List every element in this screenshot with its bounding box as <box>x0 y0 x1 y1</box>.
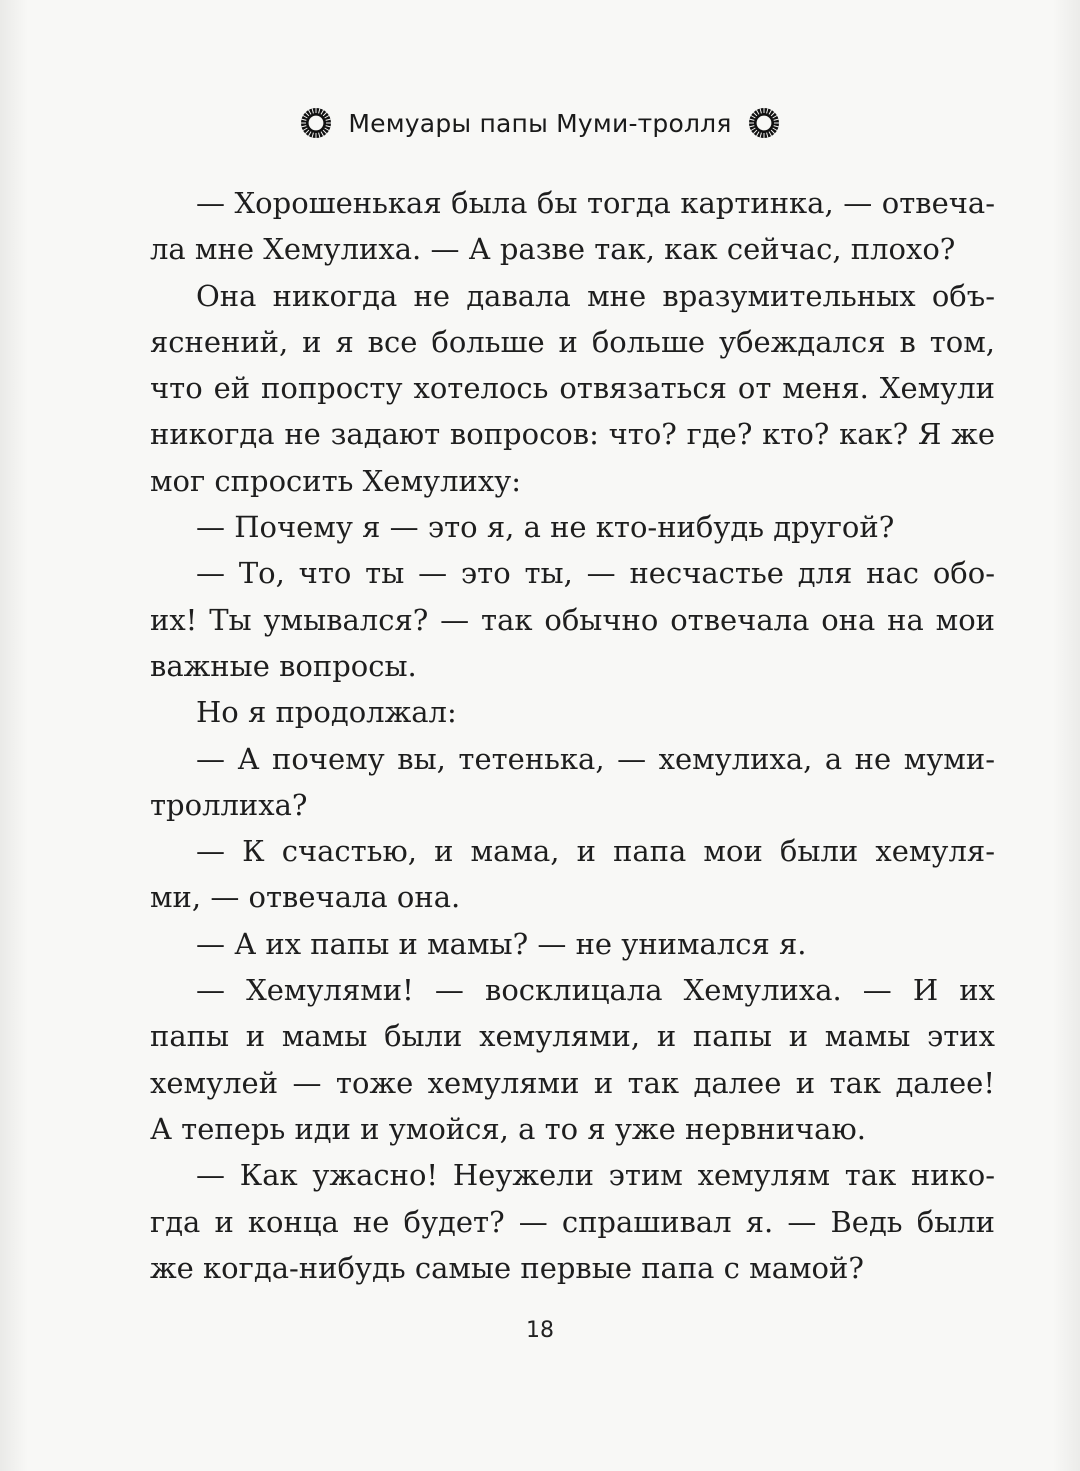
text-line: — А их папы и мамы? — не унимался я. <box>196 926 807 961</box>
header-title: Мемуары папы Муми-тролля <box>348 108 732 138</box>
text-line: — Хорошенькая была бы тогда картинка, — отвеча- <box>196 186 995 220</box>
text-line: что ей попросту хотелось отвязаться от меня. Хемули <box>150 371 995 406</box>
sun-ornament-icon <box>746 105 782 141</box>
running-header <box>0 101 1080 145</box>
text-line: мог спросить Хемулиху: <box>150 463 522 498</box>
page-number: 18 <box>526 1318 554 1343</box>
body-text <box>150 180 995 1291</box>
text-line: гда и конца не будет? — спрашивал я. — Ведь были <box>150 1204 995 1239</box>
text-line: троллиха? <box>150 787 308 822</box>
text-line: папы и мамы были хемулями, и папы и мамы этих <box>150 1019 995 1054</box>
text-line: ми, — отвечала она. <box>150 880 461 915</box>
text-line: Но я продолжал: <box>196 695 457 730</box>
text-line: — А почему вы, тетенька, — хемулиха, а не муми- <box>196 741 995 776</box>
sun-ornament-icon <box>298 105 334 141</box>
text-line: — Хемулями! — восклицала Хемулиха. — И их <box>196 973 995 1008</box>
text-line: важные вопросы. <box>150 648 417 683</box>
text-line: хемулей — тоже хемулями и так далее и так далее! <box>150 1065 995 1100</box>
text-line: — К счастью, и мама, и папа мои были хемуля- <box>196 834 995 869</box>
text-line: яснений, и я все больше и больше убеждался в том, <box>150 324 995 359</box>
text-line: же когда-нибудь самые первые папа с мамой? <box>150 1250 864 1285</box>
text-line: — Как ужасно! Неужели этим хемулям так нико- <box>196 1158 995 1193</box>
text-line: — То, что ты — это ты, — несчастье для нас обо- <box>196 556 995 591</box>
text-line: никогда не задают вопросов: что? где? кто? как? Я же <box>150 417 995 452</box>
text-line: А теперь иди и умойся, а то я уже нервничаю. <box>150 1111 866 1146</box>
text-line: ла мне Хемулиха. — А разве так, как сейчас, плохо? <box>150 232 956 267</box>
text-line: Она никогда не давала мне вразумительных объ- <box>196 278 995 313</box>
text-line: их! Ты умывался? — так обычно отвечала она на мои <box>150 602 995 637</box>
text-line: — Почему я — это я, а не кто-нибудь другой? <box>196 510 895 545</box>
